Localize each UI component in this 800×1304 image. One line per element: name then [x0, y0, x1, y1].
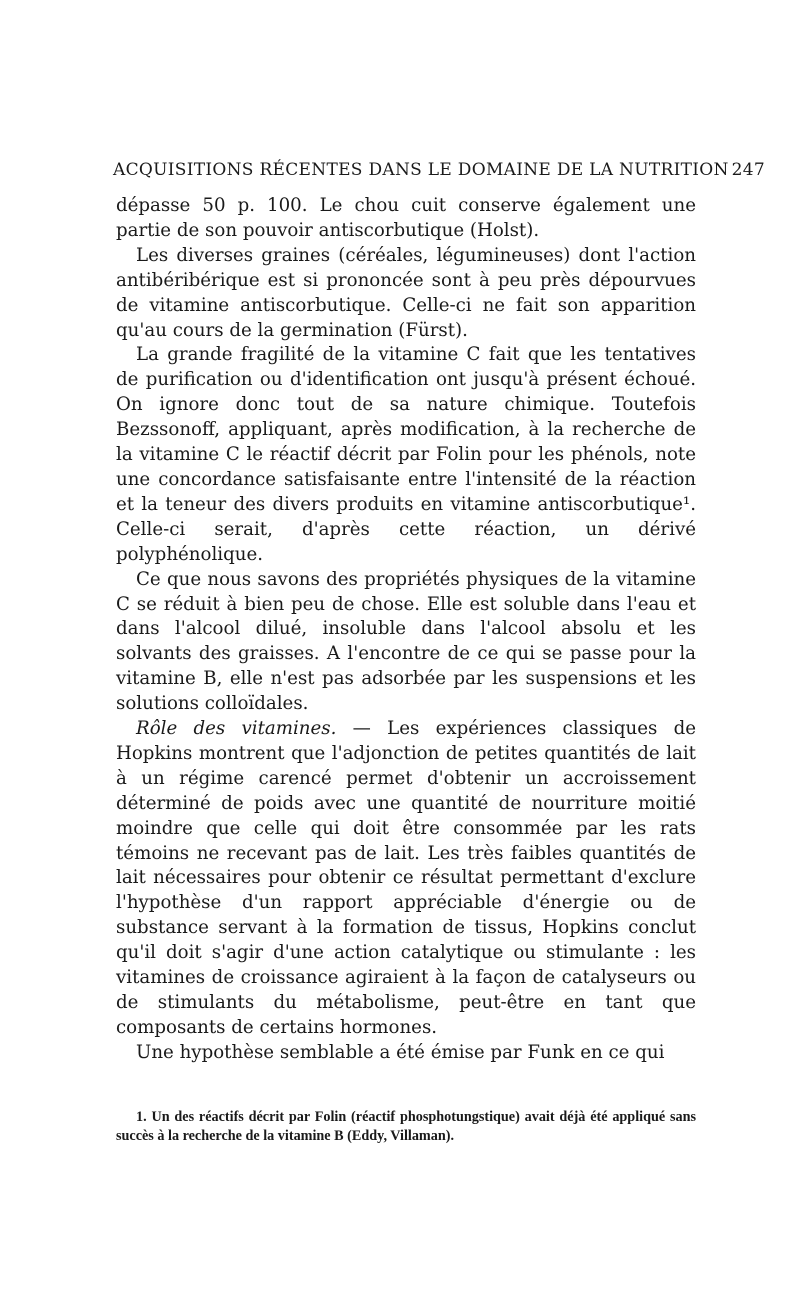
heading-dash: — — [336, 718, 388, 740]
paragraph-3: La grande fragilité de la vitamine C fait que les tentatives de purification ou d'identification ont jusqu'à présent échoué. On ignore donc tout de sa nature chimique. Toutefois Bezssonoff, appliquant, après modification, à la recherche de la vitamine C le réactif décrit par Folin pour les phénols, note une concordance satisfaisante entre l'intensité de la réaction et la teneur des divers produits en vitamine antiscorbutique¹. Celle-ci serait, d'après cette réaction, un dérivé polyphénolique. — [116, 344, 696, 565]
footnote-1: 1. Un des réactifs décrit par Folin (réactif phosphotungstique) avait déjà été appliqué sans succès à la recherche de la vitamine B (Eddy, Villaman). — [116, 1108, 696, 1145]
paragraph-4: Ce que nous savons des propriétés physiques de la vitamine C se réduit à bien peu de chose. Elle est soluble dans l'eau et dans l'alcool dilué, insoluble dans l'alcool absolu et les solvants des graisses. A l'encontre de ce qui se passe pour la vitamine B, elle n'est pas adsorbée par les suspensions et les solutions colloïdales. — [116, 568, 696, 715]
paragraph-2: Les diverses graines (céréales, légumineuses) dont l'action antibéribérique est si prononcée sont à peu près dépourvues de vitamine antiscorbutique. Celle-ci ne fait son apparition qu'au cours de la germination (Fürst). — [116, 244, 696, 341]
running-header — [113, 160, 766, 180]
paragraph-5-text: Les expériences classiques de Hopkins montrent que l'adjonction de petites quantités de lait à un régime carencé permet d'obtenir un accroissement déterminé de poids avec une quantité de nourriture moitié moindre que celle qui doit être consommée par les rats témoins ne recevant pas de lait. Les très faibles quantités de lait nécessaires pour obtenir ce résultat permettant d'exclure l'hypothèse d'un rapport appréciable d'énergie ou de substance servant à la formation de tissus, Hopkins conclut qu'il doit s'agir d'une action catalytique ou stimulante : les vitamines de croissance agiraient à la façon de catalyseurs ou de stimulants du métabolisme, peut-être en tant que composants de certains hormones. — [116, 718, 696, 1038]
body-text — [116, 194, 696, 1066]
paragraph-5 — [116, 717, 696, 1041]
page-number: 247 — [731, 160, 766, 180]
footnotes — [116, 1108, 696, 1147]
paragraph-1: dépasse 50 p. 100. Le chou cuit conserve également une partie de son pouvoir antiscorbutique (Holst). — [116, 195, 696, 241]
book-page — [113, 160, 766, 1147]
running-title: ACQUISITIONS RÉCENTES DANS LE DOMAINE DE LA NUTRITION — [113, 160, 729, 180]
paragraph-6: Une hypothèse semblable a été émise par Funk en ce qui — [136, 1041, 665, 1063]
section-heading-role-des-vitamines: Rôle des vitamines. — [136, 718, 337, 740]
